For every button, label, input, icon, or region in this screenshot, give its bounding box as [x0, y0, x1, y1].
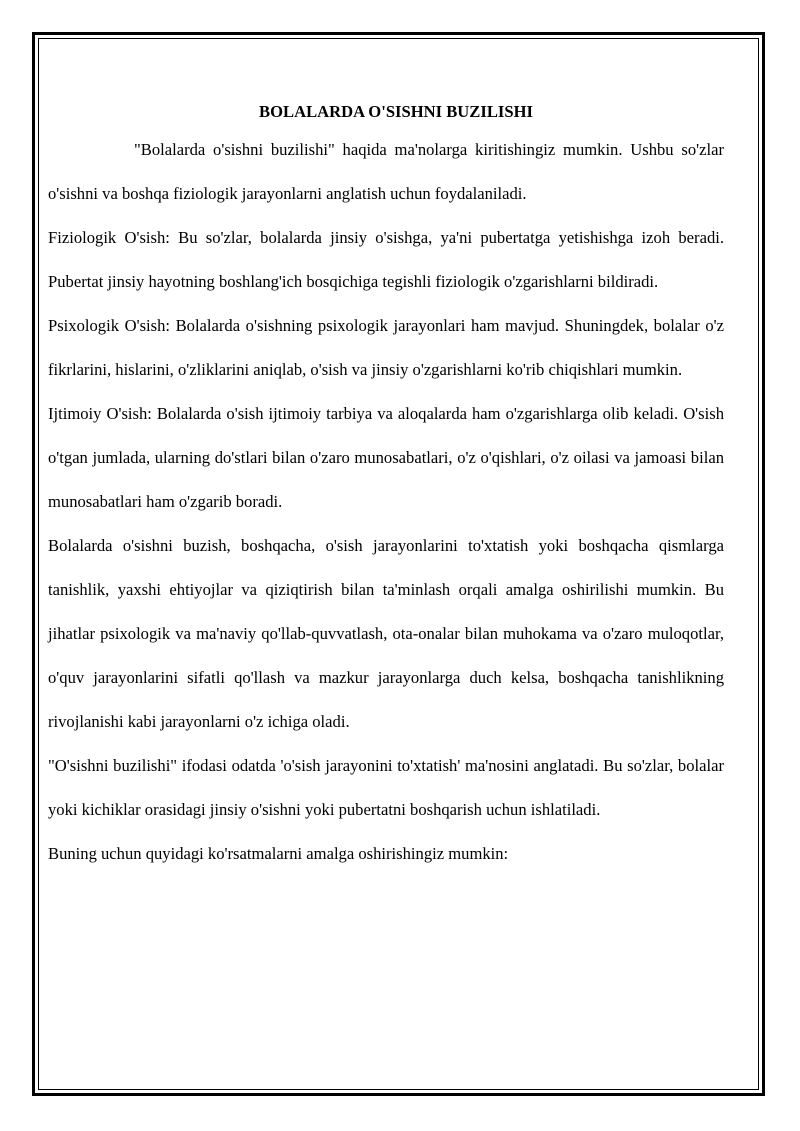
paragraph-intro: "Bolalarda o'sishni buzilishi" haqida ma'nolarga kiritishingiz mumkin. Ushbu so'zlar o'sishni va boshqa fiziologik jarayonlarni anglatish uchun foydalaniladi. — [48, 140, 724, 203]
paragraph-social-growth: Ijtimoiy O'sish: Bolalarda o'sish ijtimoiy tarbiya va aloqalarda ham o'zgarishlarga olib keladi. O'sish o'tgan jumlada, ularning do'stlari bilan o'zaro munosabatlari, o'z o'qishlari, o'z oilasi va jamoasi bilan munosabatlari ham o'zgarib boradi. — [48, 404, 724, 511]
paragraph-term-meaning: "O'sishni buzilishi" ifodasi odatda 'o'sish jarayonini to'xtatish' ma'nosini anglatadi. Bu so'zlar, bolalar yoki kichiklar orasidagi jinsiy o'sishni yoki pubertatni boshqarish uchun ishlatiladi. — [48, 756, 724, 819]
document-title: BOLALARDA O'SISHNI BUZILISHI — [259, 102, 533, 121]
paragraph-psychological-growth: Psixologik O'sish: Bolalarda o'sishning psixologik jarayonlari ham mavjud. Shuningdek, bolalar o'z fikrlarini, hislarini, o'zliklarini aniqlab, o'sish va jinsiy o'zgarishlarni ko'rib chiqishlari mumkin. — [48, 316, 724, 379]
paragraph-growth-disruption: Bolalarda o'sishni buzish, boshqacha, o'sish jarayonlarini to'xtatish yoki boshqacha qismlarga tanishlik, yaxshi ehtiyojlar va qiziqtirish bilan ta'minlash orqali amalga oshirilishi mumkin. Bu jihatlar psixologik va ma'naviy qo'llab-quvvatlash, ota-onalar bilan muhokama va o'zaro muloqotlar, o'quv jarayonlarini sifatli qo'llash va mazkur jarayonlarga duch kelsa, boshqacha tanishlikning rivojlanishi kabi jarayonlarni o'z ichiga oladi. — [48, 536, 724, 731]
paragraph-instructions-lead: Buning uchun quyidagi ko'rsatmalarni amalga oshirishingiz mumkin: — [48, 844, 509, 863]
document-body — [48, 96, 724, 876]
paragraph-physiological-growth: Fiziologik O'sish: Bu so'zlar, bolalarda jinsiy o'sishga, ya'ni pubertatga yetishishga izoh beradi. Pubertat jinsiy hayotning boshlang'ich bosqichiga tegishli fiziologik o'zgarishlarni bildiradi. — [48, 228, 724, 291]
